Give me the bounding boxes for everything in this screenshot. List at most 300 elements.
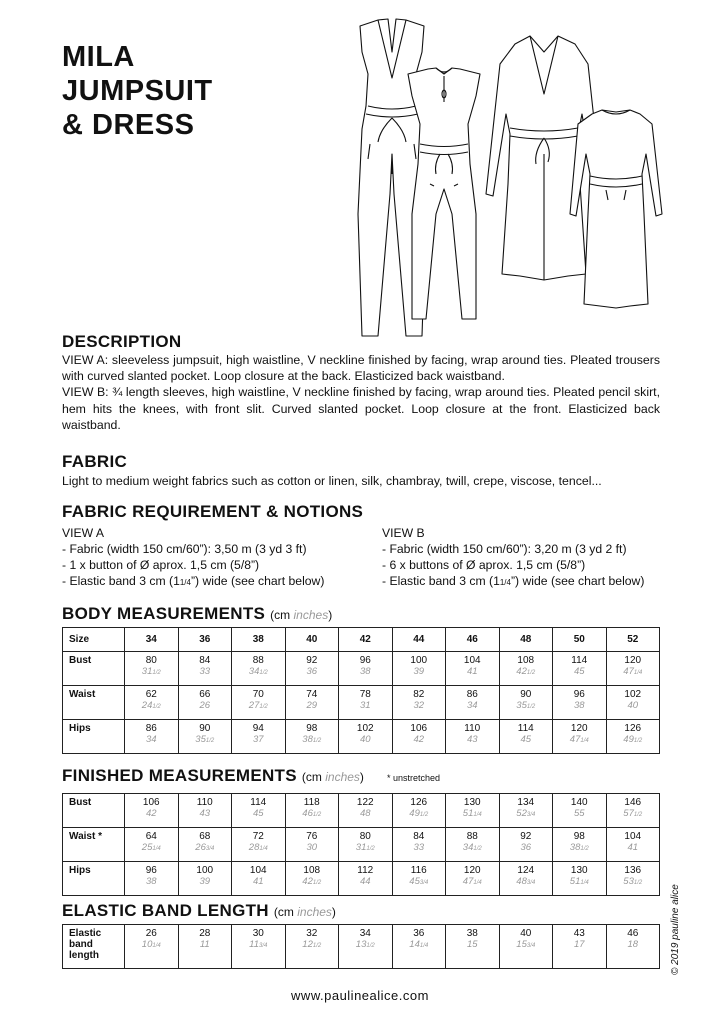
inch-value: 421/2 [302, 876, 322, 887]
inch-value: 453/4 [409, 876, 429, 887]
cm-value: 118 [303, 797, 320, 808]
fabric-text: Light to medium weight fabrics such as cotton or linen, silk, chambray, twill, crepe, viscose, tencel... [62, 474, 602, 488]
inch-fraction: 1/2 [152, 704, 161, 710]
inch-value: 311/2 [141, 666, 161, 677]
measure-cell [499, 862, 553, 896]
view-a-title: VIEW A [62, 526, 104, 540]
inch-value: 271/2 [248, 700, 268, 711]
measure-cell [285, 925, 339, 969]
measure-cell [446, 720, 500, 754]
fabric-heading: FABRIC [62, 452, 128, 471]
inch-fraction: 1/2 [633, 880, 643, 886]
cm-value: 120 [624, 655, 642, 666]
row-label: Bust [63, 652, 125, 686]
measure-cell [392, 686, 446, 720]
body-measurements-heading: BODY MEASUREMENTS (cm inches) [62, 604, 333, 623]
inch-value: 483/4 [516, 876, 536, 887]
cm-value: 120 [463, 865, 481, 876]
measure-cell [553, 925, 607, 969]
cm-value: 102 [356, 723, 374, 734]
cm-value: 74 [306, 689, 318, 700]
inch-value: 263/4 [195, 842, 215, 853]
inch-value: 511/4 [569, 876, 589, 887]
inch-value: 42 [145, 808, 157, 819]
measure-cell [125, 652, 179, 686]
cm-value: 66 [199, 689, 211, 700]
inch-value: 33 [199, 666, 211, 677]
cm-value: 120 [570, 723, 588, 734]
measure-cell [125, 862, 179, 896]
measure-cell [446, 862, 500, 896]
inch-fraction: 1/4 [419, 943, 429, 949]
measure-cell [178, 828, 232, 862]
size-row [63, 628, 660, 652]
inch-fraction: 1/4 [152, 943, 161, 949]
cm-value: 104 [249, 865, 267, 876]
inch-value: 34 [466, 700, 478, 711]
measure-cell [446, 828, 500, 862]
inch-fraction: 1/2 [312, 943, 322, 949]
cm-value: 130 [463, 797, 481, 808]
inch-fraction: 1/2 [312, 738, 322, 744]
inch-fraction: 1/2 [312, 880, 322, 886]
measure-cell [392, 828, 446, 862]
measure-cell [606, 652, 660, 686]
measure-cell [125, 925, 179, 969]
inch-fraction: 1/2 [259, 670, 268, 676]
measure-cell [339, 686, 393, 720]
inch-value: 17 [573, 939, 585, 950]
cm-value: 70 [252, 689, 264, 700]
page-title [62, 40, 213, 142]
view-b-elastic: - Elastic band 3 cm (11/4”) wide (see chart below) [382, 574, 645, 588]
inch-fraction: 1/2 [526, 704, 536, 710]
size-cell: 42 [339, 628, 393, 652]
measure-cell [606, 686, 660, 720]
measure-cell [285, 828, 339, 862]
inch-value: 381/2 [569, 842, 589, 853]
inch-fraction: 1/2 [419, 812, 429, 818]
inch-fraction: 1/4 [633, 670, 643, 676]
measure-cell [553, 652, 607, 686]
inch-value: 491/2 [409, 808, 429, 819]
cm-value: 114 [571, 655, 588, 666]
body-measurements-table [62, 627, 660, 754]
inch-fraction: 1/2 [526, 670, 536, 676]
cm-value: 110 [196, 797, 213, 808]
measure-cell [606, 862, 660, 896]
inch-value: 26 [199, 700, 211, 711]
cm-value: 90 [199, 723, 211, 734]
size-cell: 36 [178, 628, 232, 652]
cm-value: 96 [359, 655, 371, 666]
measure-cell [446, 925, 500, 969]
inch-value: 153/4 [516, 939, 536, 950]
inch-value: 471/4 [462, 876, 482, 887]
inch-value: 121/2 [302, 939, 322, 950]
inch-value: 38 [359, 666, 371, 677]
cm-value: 98 [306, 723, 318, 734]
measure-cell [499, 652, 553, 686]
inch-value: 471/4 [623, 666, 643, 677]
website-link[interactable]: www.paulinealice.com [291, 988, 429, 1003]
inch-value: 11 [199, 939, 210, 950]
measure-cell [232, 862, 286, 896]
size-cell: 50 [553, 628, 607, 652]
inch-fraction: 1/4 [259, 846, 268, 852]
inch-fraction: 3/4 [526, 880, 536, 886]
dress-back-drawing [570, 110, 662, 308]
inch-fraction: 3/4 [205, 846, 215, 852]
cm-value: 100 [196, 865, 214, 876]
cm-value: 64 [145, 831, 157, 842]
measure-cell [553, 686, 607, 720]
finished-measurements-heading: FINISHED MEASUREMENTS (cm inches) * unstretched [62, 766, 440, 785]
measure-cell [392, 794, 446, 828]
measure-cell [553, 862, 607, 896]
jumpsuit-back-drawing [408, 68, 480, 319]
inch-value: 41 [252, 876, 264, 887]
cm-value: 36 [413, 928, 425, 939]
inch-value: 341/2 [462, 842, 482, 853]
inch-fraction: 1/2 [312, 812, 322, 818]
measure-cell [606, 828, 660, 862]
size-cell: 38 [232, 628, 286, 652]
title-line-3: & DRESS [62, 109, 195, 141]
elastic-band-table [62, 924, 660, 969]
description-heading: DESCRIPTION [62, 332, 182, 351]
inch-value: 31 [359, 700, 371, 711]
measure-cell [232, 794, 286, 828]
cm-value: 80 [359, 831, 371, 842]
size-cell: 52 [606, 628, 660, 652]
measure-cell [499, 686, 553, 720]
cm-value: 122 [356, 797, 374, 808]
garment-technical-drawings [330, 14, 670, 344]
measure-cell [178, 862, 232, 896]
measure-cell [392, 862, 446, 896]
table-row [63, 652, 660, 686]
cm-value: 104 [463, 655, 481, 666]
inch-value: 351/2 [516, 700, 536, 711]
view-b-notions [382, 525, 644, 591]
measure-cell [392, 925, 446, 969]
cm-value: 38 [466, 928, 478, 939]
inch-value: 311/2 [355, 842, 375, 853]
measure-cell [446, 794, 500, 828]
inch-fraction: 1/4 [580, 738, 589, 744]
measure-cell [285, 794, 339, 828]
inch-value: 571/2 [623, 808, 643, 819]
inch-value: 281/4 [248, 842, 268, 853]
size-label: Size [63, 628, 125, 652]
cm-value: 116 [410, 865, 427, 876]
inch-value: 43 [199, 808, 211, 819]
inch-fraction: 1/2 [205, 738, 215, 744]
row-label: Hips [63, 862, 125, 896]
table-row [63, 720, 660, 754]
cm-value: 72 [252, 831, 264, 842]
inch-value: 45 [520, 734, 532, 745]
cm-value: 84 [413, 831, 425, 842]
measure-cell [339, 720, 393, 754]
inch-value: 39 [199, 876, 211, 887]
cm-value: 68 [199, 831, 211, 842]
finished-measurements-table [62, 793, 660, 896]
inch-value: 40 [359, 734, 371, 745]
inch-value: 41 [466, 666, 478, 677]
view-a-fabric: - Fabric (width 150 cm/60”): 3,50 m (3 yd 3 ft) [62, 542, 307, 556]
measure-cell [606, 720, 660, 754]
inch-value: 491/2 [623, 734, 643, 745]
measure-cell [178, 720, 232, 754]
inch-fraction: 1/2 [580, 846, 589, 852]
elastic-band-heading: ELASTIC BAND LENGTH (cm inches) [62, 901, 336, 920]
row-label: Bust [63, 794, 125, 828]
size-cell: 40 [285, 628, 339, 652]
inch-value: 45 [252, 808, 264, 819]
cm-value: 26 [145, 928, 157, 939]
measure-cell [392, 720, 446, 754]
measure-cell [446, 652, 500, 686]
cm-value: 108 [303, 865, 321, 876]
inch-value: 36 [306, 666, 318, 677]
cm-value: 90 [520, 689, 532, 700]
measure-cell [178, 652, 232, 686]
table-row [63, 925, 660, 969]
measure-cell [125, 794, 179, 828]
cm-value: 88 [252, 655, 264, 666]
cm-value: 80 [145, 655, 157, 666]
cm-value: 104 [624, 831, 642, 842]
measure-cell [606, 925, 660, 969]
inch-value: 113/4 [249, 939, 268, 950]
inch-value: 48 [359, 808, 371, 819]
cm-value: 94 [252, 723, 264, 734]
measure-cell [125, 828, 179, 862]
cm-value: 102 [624, 689, 642, 700]
cm-value: 124 [517, 865, 535, 876]
measure-cell [232, 925, 286, 969]
table-row [63, 862, 660, 896]
measure-cell [285, 862, 339, 896]
measure-cell [232, 828, 286, 862]
inch-value: 41 [627, 842, 639, 853]
measure-cell [285, 652, 339, 686]
title-line-1: MILA [62, 41, 135, 73]
cm-value: 30 [252, 928, 264, 939]
inch-value: 40 [627, 700, 639, 711]
measure-cell [499, 925, 553, 969]
inch-fraction: 1/2 [633, 738, 643, 744]
view-b-title: VIEW B [382, 526, 425, 540]
inch-fraction: 1/4 [152, 846, 161, 852]
view-a-notions [62, 525, 324, 591]
cm-value: 62 [145, 689, 157, 700]
description-view-a: VIEW A: sleeveless jumpsuit, high waistline, V neckline finished by facing, wrap around ties. Pleated trousers with curved slanted pocket. Loop closure at the back. Elasticized back waistband. [62, 353, 660, 384]
cm-value: 126 [410, 797, 428, 808]
measure-cell [339, 925, 393, 969]
inch-fraction: 1/2 [366, 943, 375, 949]
measure-cell [392, 652, 446, 686]
measure-cell [285, 686, 339, 720]
inch-fraction: 1/2 [473, 846, 482, 852]
cm-value: 92 [520, 831, 532, 842]
inch-fraction: 3/4 [419, 880, 429, 886]
cm-value: 98 [573, 831, 585, 842]
cm-value: 86 [145, 723, 157, 734]
measure-cell [178, 794, 232, 828]
cm-value: 136 [624, 865, 642, 876]
cm-value: 108 [517, 655, 535, 666]
view-a-elastic: - Elastic band 3 cm (11/4”) wide (see chart below) [62, 574, 325, 588]
measure-cell [553, 794, 607, 828]
inch-fraction: 1/2 [152, 670, 161, 676]
inch-value: 461/2 [302, 808, 322, 819]
cm-value: 34 [359, 928, 371, 939]
cm-value: 106 [142, 797, 160, 808]
inch-value: 39 [413, 666, 425, 677]
row-label: Elastic band length [63, 925, 125, 969]
measure-cell [499, 794, 553, 828]
cm-value: 96 [573, 689, 585, 700]
measure-cell [232, 720, 286, 754]
inch-value: 38 [145, 876, 157, 887]
cm-value: 100 [410, 655, 428, 666]
measure-cell [553, 828, 607, 862]
measure-cell [499, 720, 553, 754]
row-label: Waist * [63, 828, 125, 862]
measure-cell [339, 862, 393, 896]
inch-value: 141/4 [409, 939, 429, 950]
inch-fraction: 3/4 [526, 812, 536, 818]
inch-value: 18 [627, 939, 639, 950]
measure-cell [339, 652, 393, 686]
inch-fraction: 1/2 [259, 704, 268, 710]
inch-value: 471/4 [569, 734, 589, 745]
inch-value: 38 [573, 700, 585, 711]
cm-value: 43 [573, 928, 585, 939]
inch-value: 37 [252, 734, 264, 745]
inch-value: 33 [413, 842, 425, 853]
inch-value: 36 [520, 842, 532, 853]
description-text [62, 352, 660, 433]
cm-value: 82 [413, 689, 425, 700]
inch-fraction: 1/4 [473, 880, 482, 886]
inch-fraction: 3/4 [259, 943, 268, 949]
view-b-fabric: - Fabric (width 150 cm/60”): 3,20 m (3 yd 2 ft) [382, 542, 627, 556]
requirements-heading: FABRIC REQUIREMENT & NOTIONS [62, 502, 364, 521]
measure-cell [178, 925, 232, 969]
cm-value: 78 [359, 689, 371, 700]
row-label: Hips [63, 720, 125, 754]
inch-value: 34 [145, 734, 157, 745]
measure-cell [446, 686, 500, 720]
description-view-b: VIEW B: ¾ length sleeves, high waistline, V neckline finished by facing, wrap around ties. Pleated pencil skirt, hem hits the knees, with front slit. Curved slanted pocket. Loop closure at the front. Elasticized back waistband. [62, 385, 660, 432]
inch-value: 45 [573, 666, 585, 677]
cm-value: 114 [250, 797, 267, 808]
view-b-button: - 6 x buttons of Ø aprox. 1,5 cm (5/8”) [382, 558, 586, 572]
cm-value: 126 [624, 723, 642, 734]
inch-value: 44 [359, 876, 371, 887]
cm-value: 92 [306, 655, 318, 666]
measure-cell [339, 794, 393, 828]
inch-value: 29 [306, 700, 318, 711]
inch-value: 421/2 [516, 666, 536, 677]
cm-value: 114 [517, 723, 534, 734]
inch-value: 43 [466, 734, 478, 745]
inch-value: 42 [413, 734, 425, 745]
copyright-text: © 2019 pauline alice [670, 884, 681, 975]
cm-value: 134 [517, 797, 535, 808]
inch-value: 341/2 [248, 666, 268, 677]
title-line-2: JUMPSUIT [62, 75, 213, 107]
cm-value: 28 [199, 928, 211, 939]
inch-fraction: 1/2 [366, 846, 375, 852]
inch-fraction: 1/2 [633, 812, 643, 818]
inch-value: 351/2 [195, 734, 215, 745]
inch-value: 531/2 [623, 876, 643, 887]
inch-value: 15 [466, 939, 478, 950]
measure-cell [285, 720, 339, 754]
cm-value: 96 [145, 865, 157, 876]
measure-cell [125, 686, 179, 720]
measure-cell [232, 652, 286, 686]
inch-value: 511/4 [462, 808, 482, 819]
table-row [63, 794, 660, 828]
measure-cell [499, 828, 553, 862]
cm-value: 84 [199, 655, 211, 666]
inch-fraction: 1/4 [473, 812, 482, 818]
cm-value: 130 [570, 865, 588, 876]
measure-cell [339, 828, 393, 862]
cm-value: 40 [520, 928, 532, 939]
view-a-button: - 1 x button of Ø aprox. 1,5 cm (5/8”) [62, 558, 260, 572]
cm-value: 76 [306, 831, 318, 842]
inch-value: 523/4 [516, 808, 536, 819]
cm-value: 46 [627, 928, 639, 939]
inch-fraction: 3/4 [526, 943, 536, 949]
cm-value: 112 [357, 865, 374, 876]
cm-value: 106 [410, 723, 428, 734]
measure-cell [606, 794, 660, 828]
inch-value: 101/4 [141, 939, 161, 950]
inch-value: 32 [413, 700, 425, 711]
inch-value: 241/2 [141, 700, 161, 711]
size-cell: 48 [499, 628, 553, 652]
cm-value: 86 [466, 689, 478, 700]
inch-fraction: 1/4 [580, 880, 589, 886]
size-cell: 44 [392, 628, 446, 652]
table-row [63, 828, 660, 862]
measure-cell [178, 686, 232, 720]
row-label: Waist [63, 686, 125, 720]
cm-value: 88 [466, 831, 478, 842]
measure-cell [125, 720, 179, 754]
size-cell: 34 [125, 628, 179, 652]
inch-value: 381/2 [302, 734, 322, 745]
cm-value: 110 [464, 723, 481, 734]
cm-value: 32 [306, 928, 318, 939]
inch-value: 251/4 [141, 842, 161, 853]
inch-value: 30 [306, 842, 318, 853]
inch-value: 131/2 [355, 939, 375, 950]
table-row [63, 686, 660, 720]
measure-cell [553, 720, 607, 754]
cm-value: 146 [624, 797, 642, 808]
cm-value: 140 [570, 797, 588, 808]
size-cell: 46 [446, 628, 500, 652]
